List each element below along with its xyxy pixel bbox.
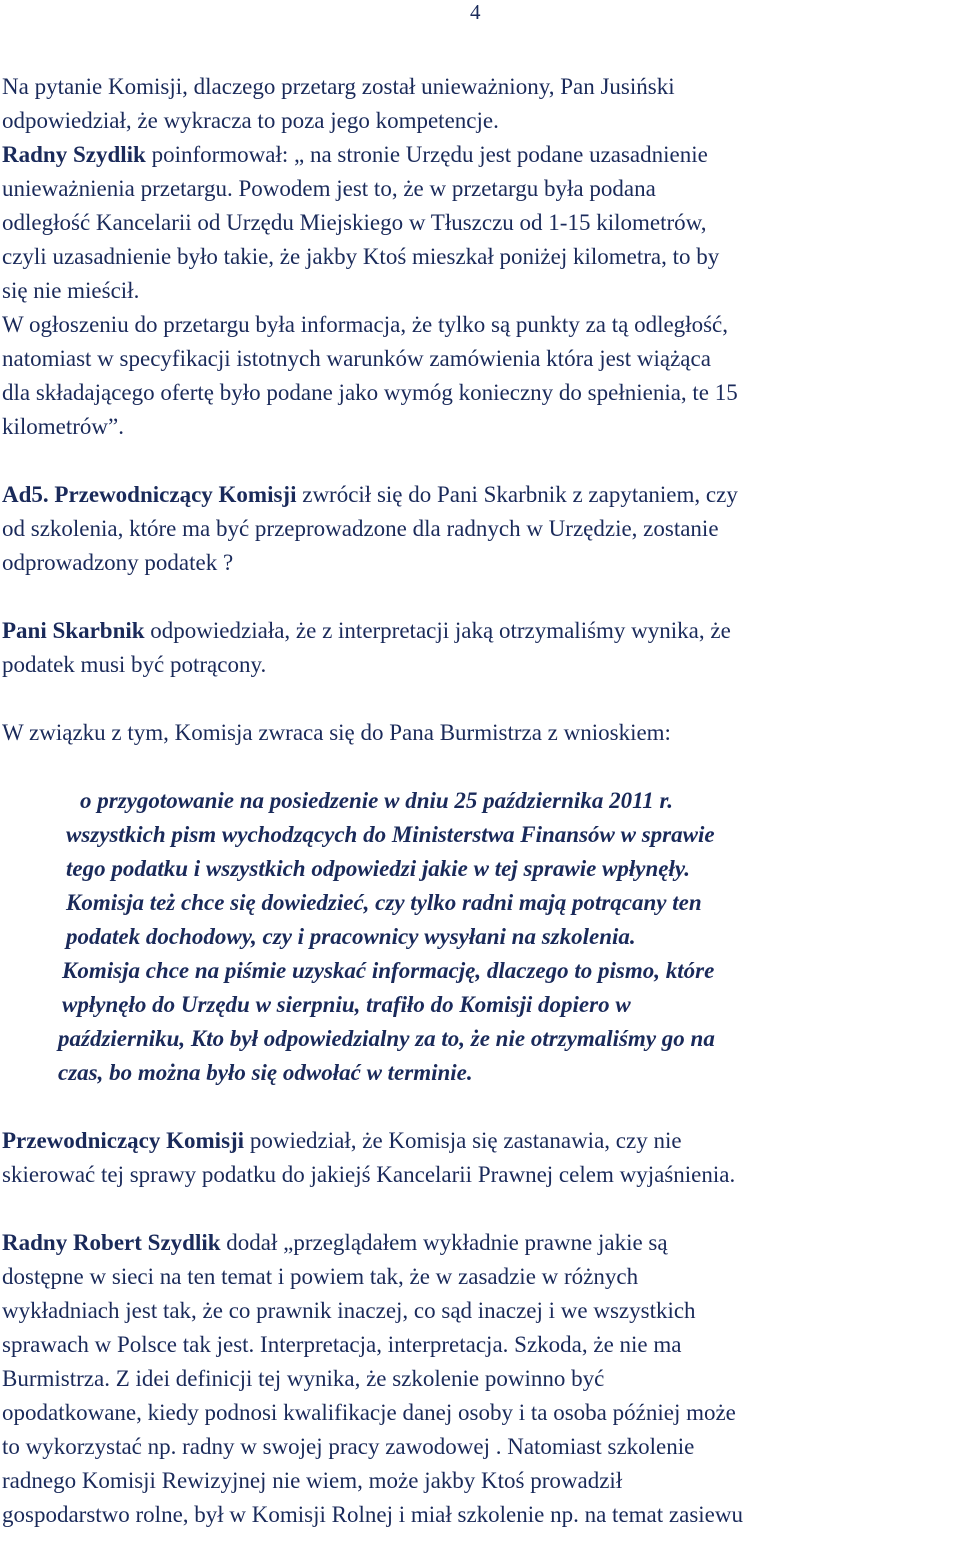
page-number: 4 — [470, 0, 481, 24]
request-line: tego podatku i wszystkich odpowiedzi jakie w tej sprawie wpłynęły. — [66, 856, 690, 881]
paragraph-gap — [2, 682, 958, 716]
request-line: wpłynęło do Urzędu w sierpniu, trafiło do Komisji dopiero w — [62, 992, 631, 1017]
speaker-name: Radny Szydlik — [2, 142, 146, 167]
request-line: podatek dochodowy, czy i pracownicy wysyłani na szkolenia. — [66, 924, 636, 949]
paragraph-szydlik — [2, 1226, 958, 1532]
text-line — [2, 138, 958, 172]
speaker-name: Radny Robert Szydlik — [2, 1230, 221, 1255]
speaker-name: Pani Skarbnik — [2, 618, 145, 643]
text-line: kilometrów”. — [2, 414, 124, 439]
text-line: W ogłoszeniu do przetargu była informacja, że tylko są punkty za tą odległość, — [2, 312, 728, 337]
paragraph-request-intro — [2, 716, 958, 750]
text-line: podatek musi być potrącony. — [2, 652, 267, 677]
text-line — [2, 1226, 958, 1260]
paragraph-gap — [2, 1192, 958, 1226]
text-line — [2, 478, 958, 512]
request-line: czas, bo można było się odwołać w terminie. — [58, 1060, 473, 1085]
request-line: Komisja też chce się dowiedzieć, czy tylko radni mają potrącany ten — [66, 890, 702, 915]
text-line: natomiast w specyfikacji istotnych warunków zamówienia która jest wiążąca — [2, 346, 711, 371]
text-line: się nie mieścił. — [2, 278, 140, 303]
text-line: dostępne w sieci na ten temat i powiem tak, że w zasadzie w różnych — [2, 1264, 639, 1289]
text-line: odległość Kancelarii od Urzędu Miejskiego w Tłuszczu od 1-15 kilometrów, — [2, 210, 707, 235]
text-line: czyli uzasadnienie było takie, że jakby Ktoś mieszkał poniżej kilometra, to by — [2, 244, 720, 269]
text-span: zwrócił się do Pani Skarbnik z zapytaniem, czy — [296, 482, 738, 507]
paragraph-tender — [2, 70, 958, 444]
speaker-name: Przewodniczący Komisji — [2, 1128, 245, 1153]
text-line: odpowiedział, że wykracza to poza jego kompetencje. — [2, 108, 499, 133]
paragraph-skarbnik — [2, 614, 958, 682]
text-line: unieważnienia przetargu. Powodem jest to, że w przetargu była podana — [2, 176, 656, 201]
text-line: Burmistrza. Z idei definicji tej wynika, że szkolenie powinno być — [2, 1366, 605, 1391]
document-body — [2, 70, 958, 1532]
request-block — [2, 784, 958, 1090]
text-line: Na pytanie Komisji, dlaczego przetarg został unieważniony, Pan Jusiński — [2, 74, 675, 99]
text-line: W związku z tym, Komisja zwraca się do Pana Burmistrza z wnioskiem: — [2, 720, 671, 745]
request-line: październiku, Kto był odpowiedzialny za to, że nie otrzymaliśmy go na — [58, 1026, 715, 1051]
speaker-name: Ad5. Przewodniczący Komisji — [2, 482, 297, 507]
paragraph-gap — [2, 580, 958, 614]
paragraph-chairman — [2, 1124, 958, 1192]
text-line: sprawach w Polsce tak jest. Interpretacja, interpretacja. Szkoda, że nie ma — [2, 1332, 682, 1357]
text-line: od szkolenia, które ma być przeprowadzone dla radnych w Urzędzie, zostanie — [2, 516, 719, 541]
request-line: wszystkich pism wychodzących do Ministerstwa Finansów w sprawie — [66, 822, 715, 847]
text-line: radnego Komisji Rewizyjnej nie wiem, może jakby Ktoś prowadził — [2, 1468, 623, 1493]
text-span: powiedział, że Komisja się zastanawia, czy nie — [244, 1128, 682, 1153]
text-line: wykładniach jest tak, że co prawnik inaczej, co sąd inaczej i we wszystkich — [2, 1298, 696, 1323]
text-span: dodał „przeglądałem wykładnie prawne jakie są — [220, 1230, 668, 1255]
paragraph-gap — [2, 750, 958, 784]
text-span: poinformował: „ na stronie Urzędu jest podane uzasadnienie — [145, 142, 708, 167]
text-span: odpowiedziała, że z interpretacji jaką otrzymaliśmy wynika, że — [144, 618, 731, 643]
request-line: o przygotowanie na posiedzenie w dniu 25 października 2011 r. — [80, 788, 673, 813]
text-line — [2, 1124, 958, 1158]
text-line: opodatkowane, kiedy podnosi kwalifikacje danej osoby i ta osoba później może — [2, 1400, 736, 1425]
text-line: to wykorzystać np. radny w swojej pracy zawodowej . Natomiast szkolenie — [2, 1434, 695, 1459]
paragraph-ad5 — [2, 478, 958, 580]
text-line: gospodarstwo rolne, był w Komisji Rolnej i miał szkolenie np. na temat zasiewu — [2, 1502, 743, 1527]
text-line: odprowadzony podatek ? — [2, 550, 234, 575]
paragraph-gap — [2, 1090, 958, 1124]
text-line: dla składającego ofertę było podane jako wymóg konieczny do spełnienia, te 15 — [2, 380, 738, 405]
paragraph-gap — [2, 444, 958, 478]
text-line: skierować tej sprawy podatku do jakiejś Kancelarii Prawnej celem wyjaśnienia. — [2, 1162, 736, 1187]
request-line: Komisja chce na piśmie uzyskać informację, dlaczego to pismo, które — [62, 958, 715, 983]
text-line — [2, 614, 958, 648]
